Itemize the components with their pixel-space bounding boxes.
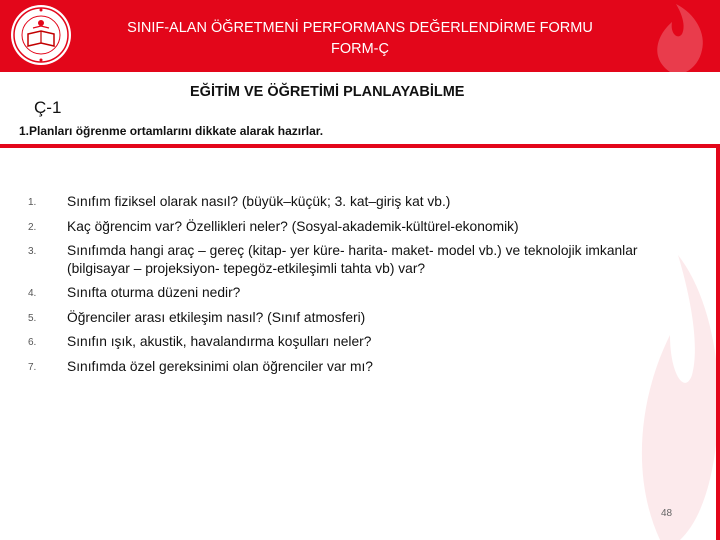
criterion-text: 1.Planları öğrenme ortamlarını dikkate alarak hazırlar. bbox=[19, 124, 324, 138]
list-item-text: Sınıfım fiziksel olarak nasıl? (büyük–küçük; 3. kat–giriş kat vb.) bbox=[67, 194, 451, 209]
list-item bbox=[28, 193, 688, 211]
list-item-number: 2. bbox=[28, 221, 37, 233]
list-item-number: 7. bbox=[28, 361, 37, 373]
list-item-text: Sınıfımda hangi araç – gereç (kitap- yer küre- harita- maket- model vb.) ve teknolojik imkanlar (bilgisayar – projeksiyon- tepegöz-etkileşimli tahta vb) var? bbox=[67, 243, 638, 276]
list-item-text: Kaç öğrencim var? Özellikleri neler? (Sosyal-akademik-kültürel-ekonomik) bbox=[67, 218, 519, 234]
list-item bbox=[28, 242, 688, 277]
list-item-number: 3. bbox=[28, 246, 37, 257]
section-code: Ç-1 bbox=[34, 98, 62, 117]
list-item-text: Öğrenciler arası etkileşim nasıl? (Sınıf atmosferi) bbox=[67, 309, 366, 325]
section-title: EĞİTİM VE ÖĞRETİMİ PLANLAYABİLME bbox=[190, 84, 465, 100]
list-item bbox=[28, 218, 688, 236]
form-title-line-2: FORM-Ç bbox=[331, 41, 389, 57]
list-item bbox=[28, 333, 688, 351]
list-item-number: 1. bbox=[28, 197, 37, 208]
flame-decoration-icon bbox=[630, 0, 720, 72]
list-item-text: Sınıfın ışık, akustik, havalandırma koşulları neler? bbox=[67, 334, 372, 349]
list-item-text: Sınıfta oturma düzeni nedir? bbox=[67, 285, 241, 300]
form-title-line-1: SINIF-ALAN ÖĞRETMENİ PERFORMANS DEĞERLENDİRME FORMU bbox=[127, 20, 593, 36]
list-item bbox=[28, 358, 688, 376]
list-item-text: Sınıfımda özel gereksinimi olan öğrenciler var mı? bbox=[67, 358, 373, 374]
form-title bbox=[90, 18, 630, 60]
header-banner bbox=[0, 0, 720, 72]
red-divider bbox=[0, 144, 720, 148]
meb-logo-icon bbox=[10, 4, 72, 66]
page-number: 48 bbox=[661, 508, 673, 519]
list-item-number: 5. bbox=[28, 312, 37, 324]
list-item bbox=[28, 284, 688, 302]
list-item-number: 6. bbox=[28, 337, 37, 348]
list-item-number: 4. bbox=[28, 288, 37, 299]
question-list bbox=[28, 193, 688, 382]
list-item bbox=[28, 309, 688, 327]
